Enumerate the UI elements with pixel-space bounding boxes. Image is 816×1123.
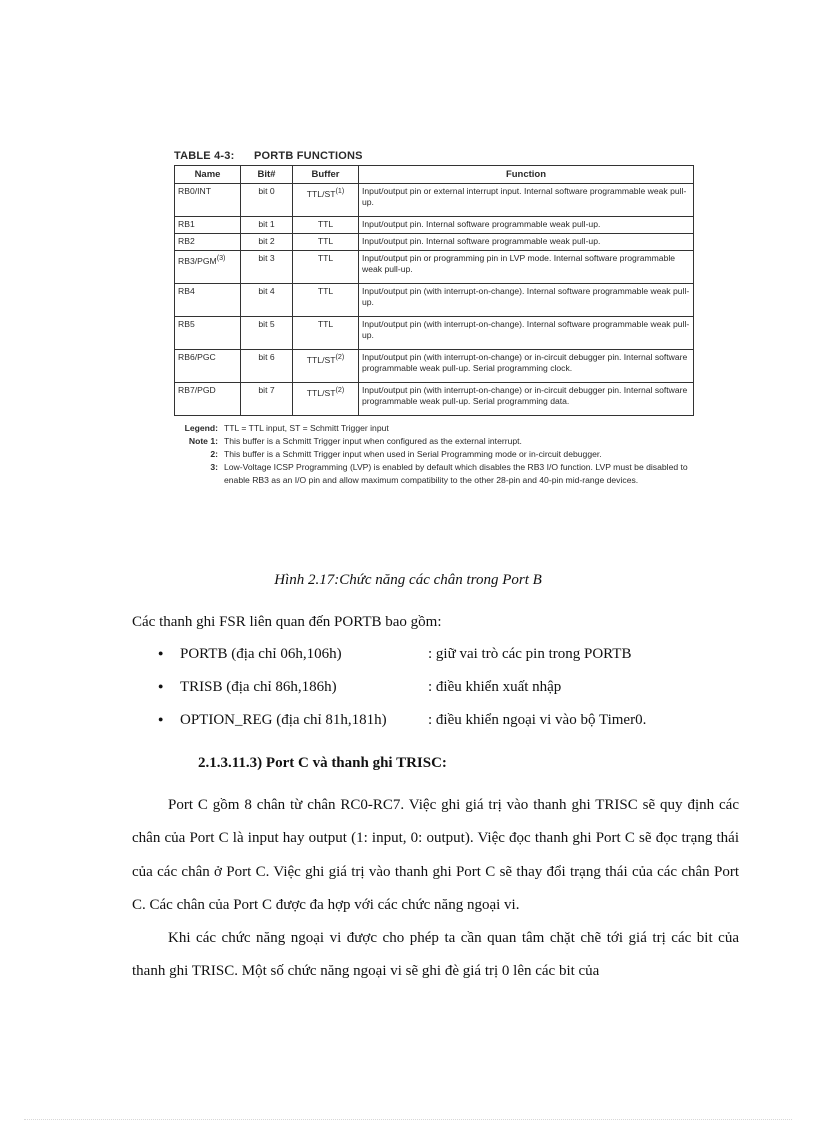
table-row: [175, 317, 694, 350]
list-item: [158, 712, 646, 745]
cell-function: Input/output pin (with interrupt-on-change) or in-circuit debugger pin. Internal software programmable weak pull-up. Serial programming clock.: [359, 350, 694, 383]
list-item: [158, 646, 646, 679]
table-row: [175, 234, 694, 251]
cell-function: Input/output pin. Internal software programmable weak pull-up.: [359, 217, 694, 234]
table-row: [175, 383, 694, 416]
cell-function: Input/output pin or programming pin in LVP mode. Internal software programmable weak pull-up.: [359, 251, 694, 284]
portb-functions-figure: [174, 150, 694, 487]
register-name: PORTB (địa chỉ 06h,106h): [180, 646, 342, 662]
cell-buffer: TTL: [293, 217, 359, 234]
note-text: Low-Voltage ICSP Programming (LVP) is enabled by default which disables the RB3 I/O function. LVP must be disabled to enable RB3 as an I/O pin and allow maximum compatibility to the other 28-pin and 40-pin mid-range devices.: [224, 462, 688, 485]
cell-buffer: TTL: [293, 251, 359, 284]
cell-bit: bit 2: [241, 234, 293, 251]
table-row: [175, 251, 694, 284]
note-label: 3:: [210, 462, 218, 472]
page-bottom-divider: [24, 1119, 792, 1120]
cell-name: RB2: [175, 234, 241, 251]
note: [174, 448, 694, 461]
table-body: [175, 184, 694, 416]
register-description: : điều khiển ngoại vi vào bộ Timer0.: [428, 712, 647, 728]
cell-name: RB6/PGC: [175, 350, 241, 383]
cell-buffer: TTL: [293, 317, 359, 350]
note-label: 2:: [210, 449, 218, 459]
portb-table: [174, 165, 694, 416]
cell-name: RB7/PGD: [175, 383, 241, 416]
column-header-function: Function: [359, 166, 694, 184]
name-text: RB3/PGM: [178, 255, 217, 266]
buffer-footnote: (2): [335, 353, 345, 361]
bullet-icon: [158, 679, 180, 696]
table-number: TABLE 4-3:: [174, 150, 235, 162]
cell-buffer: [293, 383, 359, 416]
note-text: This buffer is a Schmitt Trigger input when configured as the external interrupt.: [224, 436, 522, 446]
buffer-text: TTL/ST: [306, 387, 336, 398]
intro-text: Các thanh ghi FSR liên quan đến PORTB bao gồm:: [132, 614, 442, 630]
legend-label: Legend:: [184, 423, 218, 433]
bullet-icon: [158, 712, 180, 729]
list-item: [158, 679, 646, 712]
note-text: This buffer is a Schmitt Trigger input when used in Serial Programming mode or in-circuit debugger.: [224, 449, 602, 459]
table-row: [175, 284, 694, 317]
name-footnote: (3): [216, 254, 226, 262]
cell-buffer: [293, 350, 359, 383]
table-name: PORTB FUNCTIONS: [254, 150, 363, 162]
note: [174, 461, 694, 487]
buffer-text: TTL/ST: [306, 188, 336, 199]
note-label: Note 1:: [188, 436, 218, 446]
cell-name: RB4: [175, 284, 241, 317]
buffer-footnote: (2): [335, 386, 345, 394]
register-list: [158, 646, 646, 745]
cell-function: Input/output pin. Internal software programmable weak pull-up.: [359, 234, 694, 251]
cell-name: RB0/INT: [175, 184, 241, 217]
cell-bit: bit 3: [241, 251, 293, 284]
cell-buffer: TTL: [293, 234, 359, 251]
bullet-icon: [158, 646, 180, 663]
cell-bit: bit 6: [241, 350, 293, 383]
cell-function: Input/output pin (with interrupt-on-change) or in-circuit debugger pin. Internal software programmable weak pull-up. Serial programming data.: [359, 383, 694, 416]
legend: [174, 422, 694, 435]
cell-name: [175, 251, 241, 284]
cell-bit: bit 4: [241, 284, 293, 317]
register-description: : điều khiển xuất nhập: [428, 679, 562, 695]
column-header-name: Name: [175, 166, 241, 184]
body-text: [132, 789, 739, 989]
column-header-bit: Bit#: [241, 166, 293, 184]
cell-bit: bit 7: [241, 383, 293, 416]
table-header-row: [175, 166, 694, 184]
cell-buffer: [293, 184, 359, 217]
section-heading: 2.1.3.11.3) Port C và thanh ghi TRISC:: [198, 755, 447, 771]
cell-function: Input/output pin (with interrupt-on-change). Internal software programmable weak pull-up.: [359, 284, 694, 317]
table-row: [175, 217, 694, 234]
column-header-buffer: Buffer: [293, 166, 359, 184]
cell-function: Input/output pin (with interrupt-on-change). Internal software programmable weak pull-up.: [359, 317, 694, 350]
cell-bit: bit 0: [241, 184, 293, 217]
register-description: : giữ vai trò các pin trong PORTB: [428, 646, 632, 662]
cell-name: RB1: [175, 217, 241, 234]
paragraph: Port C gồm 8 chân từ chân RC0-RC7. Việc ghi giá trị vào thanh ghi TRISC sẽ quy định các chân của Port C là input hay output (1: input, 0: output). Việc đọc thanh ghi Port C sẽ đọc trạng thái của các chân ở Port C. Việc ghi giá trị vào thanh ghi Port C sẽ thay đổi trạng thái của các chân Port C. Các chân của Port C được đa hợp với các chức năng ngoại vi.: [132, 797, 739, 913]
table-title: [174, 150, 694, 162]
cell-bit: bit 5: [241, 317, 293, 350]
buffer-text: TTL/ST: [306, 354, 336, 365]
paragraph: Khi các chức năng ngoại vi được cho phép ta cần quan tâm chặt chẽ tới giá trị các bit của thanh ghi TRISC. Một số chức năng ngoại vi sẽ ghi đè giá trị 0 lên các bit của: [132, 930, 739, 980]
register-name: TRISB (địa chỉ 86h,186h): [180, 679, 337, 695]
register-name: OPTION_REG (địa chỉ 81h,181h): [180, 712, 387, 728]
table-row: [175, 350, 694, 383]
legend-text: TTL = TTL input, ST = Schmitt Trigger input: [224, 423, 389, 433]
cell-buffer: TTL: [293, 284, 359, 317]
cell-function: Input/output pin or external interrupt input. Internal software programmable weak pull-up.: [359, 184, 694, 217]
cell-bit: bit 1: [241, 217, 293, 234]
note: [174, 435, 694, 448]
table-notes: [174, 422, 694, 487]
cell-name: RB5: [175, 317, 241, 350]
table-row: [175, 184, 694, 217]
buffer-footnote: (1): [335, 187, 345, 195]
figure-caption: Hình 2.17:Chức năng các chân trong Port B: [274, 572, 542, 588]
